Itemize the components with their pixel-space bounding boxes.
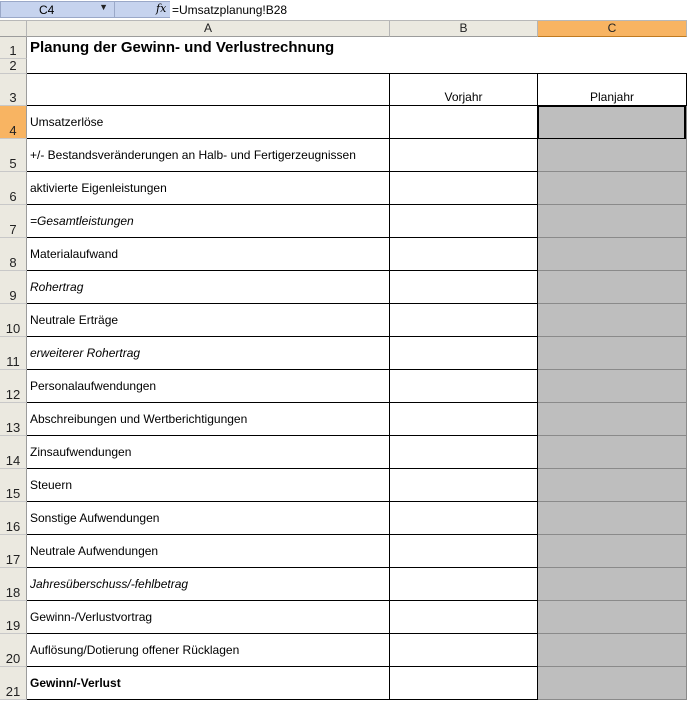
cell-a2[interactable] [27, 59, 687, 74]
cell-c15[interactable] [538, 469, 687, 502]
cell-c6[interactable] [538, 172, 687, 205]
cell-a20[interactable] [27, 634, 390, 667]
row-header-14[interactable] [0, 436, 27, 469]
cell-a10[interactable] [27, 304, 390, 337]
cell-b16[interactable] [390, 502, 538, 535]
row-label: aktivierte Eigenleistungen [30, 181, 167, 195]
cell-c5[interactable] [538, 139, 687, 172]
row-header-12[interactable] [0, 370, 27, 403]
cell-c20[interactable] [538, 634, 687, 667]
row-label: Personalaufwendungen [30, 379, 157, 393]
row-header-7[interactable] [0, 205, 27, 238]
cell-c21[interactable] [538, 667, 687, 700]
row-header-16[interactable] [0, 502, 27, 535]
row-number: 2 [9, 58, 17, 73]
row-number: 6 [9, 189, 17, 204]
column-label: Vorjahr [444, 90, 483, 104]
row-number: 8 [9, 255, 17, 270]
cell-b10[interactable] [390, 304, 538, 337]
row-label: Rohertrag [30, 280, 84, 294]
cell-c17[interactable] [538, 535, 687, 568]
row-number: 20 [5, 651, 21, 666]
row-number: 21 [5, 684, 21, 699]
cell-a19[interactable] [27, 601, 390, 634]
row-label: Gewinn/-Verlust [30, 676, 121, 690]
cell-a8[interactable] [27, 238, 390, 271]
row-header-3[interactable] [0, 74, 27, 106]
row-number: 10 [5, 321, 21, 336]
cell-c7[interactable] [538, 205, 687, 238]
row-number: 9 [9, 288, 17, 303]
row-label: Materialaufwand [30, 247, 119, 261]
column-label: Planjahr [589, 90, 635, 104]
chevron-down-icon[interactable]: ▼ [99, 2, 108, 12]
cell-c10[interactable] [538, 304, 687, 337]
cell-c18[interactable] [538, 568, 687, 601]
row-number: 19 [5, 618, 21, 633]
row-number: 3 [9, 90, 17, 105]
cell-c16[interactable] [538, 502, 687, 535]
row-number: 15 [5, 486, 21, 501]
cell-a12[interactable] [27, 370, 390, 403]
cell-b19[interactable] [390, 601, 538, 634]
cell-c9[interactable] [538, 271, 687, 304]
row-number: 4 [9, 123, 17, 138]
cell-b14[interactable] [390, 436, 538, 469]
row-label: Sonstige Aufwendungen [30, 511, 160, 525]
row-header-17[interactable] [0, 535, 27, 568]
cell-a15[interactable] [27, 469, 390, 502]
row-header-11[interactable] [0, 337, 27, 370]
formula-input[interactable]: =Umsatzplanung!B28 [172, 3, 288, 17]
column-header-a[interactable]: A [27, 21, 390, 37]
cell-b6[interactable] [390, 172, 538, 205]
cell-b15[interactable] [390, 469, 538, 502]
row-number: 5 [9, 156, 17, 171]
row-header-19[interactable] [0, 601, 27, 634]
cell-a4[interactable] [27, 106, 390, 139]
cell-a14[interactable] [27, 436, 390, 469]
cell-c3[interactable] [538, 74, 687, 106]
cell-a17[interactable] [27, 535, 390, 568]
name-box-value: C4 [39, 3, 55, 17]
cell-b20[interactable] [390, 634, 538, 667]
cell-b17[interactable] [390, 535, 538, 568]
row-number: 16 [5, 519, 21, 534]
row-header-21[interactable] [0, 667, 27, 700]
cell-b9[interactable] [390, 271, 538, 304]
row-header-15[interactable] [0, 469, 27, 502]
row-label: Abschreibungen und Wertberichtigungen [30, 412, 248, 426]
row-number: 14 [5, 453, 21, 468]
cell-a5[interactable] [27, 139, 390, 172]
cell-a21[interactable] [27, 667, 390, 700]
sheet-title: Planung der Gewinn- und Verlustrechnung [30, 39, 335, 56]
cell-a16[interactable] [27, 502, 390, 535]
cell-a1[interactable] [27, 37, 687, 59]
row-label: erweiterer Rohertrag [30, 346, 141, 360]
row-number: 13 [5, 420, 21, 435]
cell-a13[interactable] [27, 403, 390, 436]
cell-b11[interactable] [390, 337, 538, 370]
row-number: 11 [6, 354, 20, 369]
row-label: +/- Bestandsveränderungen an Halb- und Fertigerzeugnissen [30, 148, 356, 162]
cell-c8[interactable] [538, 238, 687, 271]
row-label: Umsatzerlöse [30, 115, 104, 129]
row-header-1[interactable] [0, 37, 27, 59]
column-header-b[interactable]: B [390, 21, 538, 37]
active-cell-selection[interactable] [537, 105, 686, 140]
row-header-5[interactable] [0, 139, 27, 172]
row-label: Gewinn-/Verlustvortrag [30, 610, 153, 624]
cell-c12[interactable] [538, 370, 687, 403]
cell-b13[interactable] [390, 403, 538, 436]
cell-b8[interactable] [390, 238, 538, 271]
cell-b3[interactable] [390, 74, 538, 106]
name-box[interactable] [0, 1, 115, 18]
cell-b4[interactable] [390, 106, 538, 139]
row-header-18[interactable] [0, 568, 27, 601]
cell-b12[interactable] [390, 370, 538, 403]
row-label: Steuern [30, 478, 73, 492]
cell-a18[interactable] [27, 568, 390, 601]
row-header-13[interactable] [0, 403, 27, 436]
row-label: Neutrale Aufwendungen [30, 544, 159, 558]
row-header-10[interactable] [0, 304, 27, 337]
row-label: Neutrale Erträge [30, 313, 119, 327]
row-number: 1 [9, 43, 17, 58]
cell-c14[interactable] [538, 436, 687, 469]
cell-a9[interactable] [27, 271, 390, 304]
row-number: 7 [9, 222, 17, 237]
row-number: 17 [5, 552, 21, 567]
column-header-c[interactable]: C [538, 21, 687, 37]
row-header-9[interactable] [0, 271, 27, 304]
cell-b18[interactable] [390, 568, 538, 601]
row-label: =Gesamtleistungen [30, 214, 134, 228]
cell-a3[interactable] [27, 74, 390, 106]
cell-b5[interactable] [390, 139, 538, 172]
row-header-4[interactable] [0, 106, 27, 139]
row-number: 12 [5, 387, 21, 402]
cell-c19[interactable] [538, 601, 687, 634]
cell-a11[interactable] [27, 337, 390, 370]
cell-c13[interactable] [538, 403, 687, 436]
row-label: Jahresüberschuss/-fehlbetrag [30, 577, 189, 591]
fx-icon[interactable]: fx [156, 2, 167, 15]
cell-a7[interactable] [27, 205, 390, 238]
cell-b21[interactable] [390, 667, 538, 700]
formula-bar [0, 0, 687, 21]
row-number: 18 [5, 585, 21, 600]
row-header-20[interactable] [0, 634, 27, 667]
row-header-6[interactable] [0, 172, 27, 205]
cell-c11[interactable] [538, 337, 687, 370]
row-header-2[interactable] [0, 59, 27, 74]
select-all-corner[interactable] [0, 21, 27, 37]
cell-a6[interactable] [27, 172, 390, 205]
row-header-8[interactable] [0, 238, 27, 271]
row-label: Auflösung/Dotierung offener Rücklagen [30, 643, 240, 657]
row-label: Zinsaufwendungen [30, 445, 132, 459]
cell-b7[interactable] [390, 205, 538, 238]
